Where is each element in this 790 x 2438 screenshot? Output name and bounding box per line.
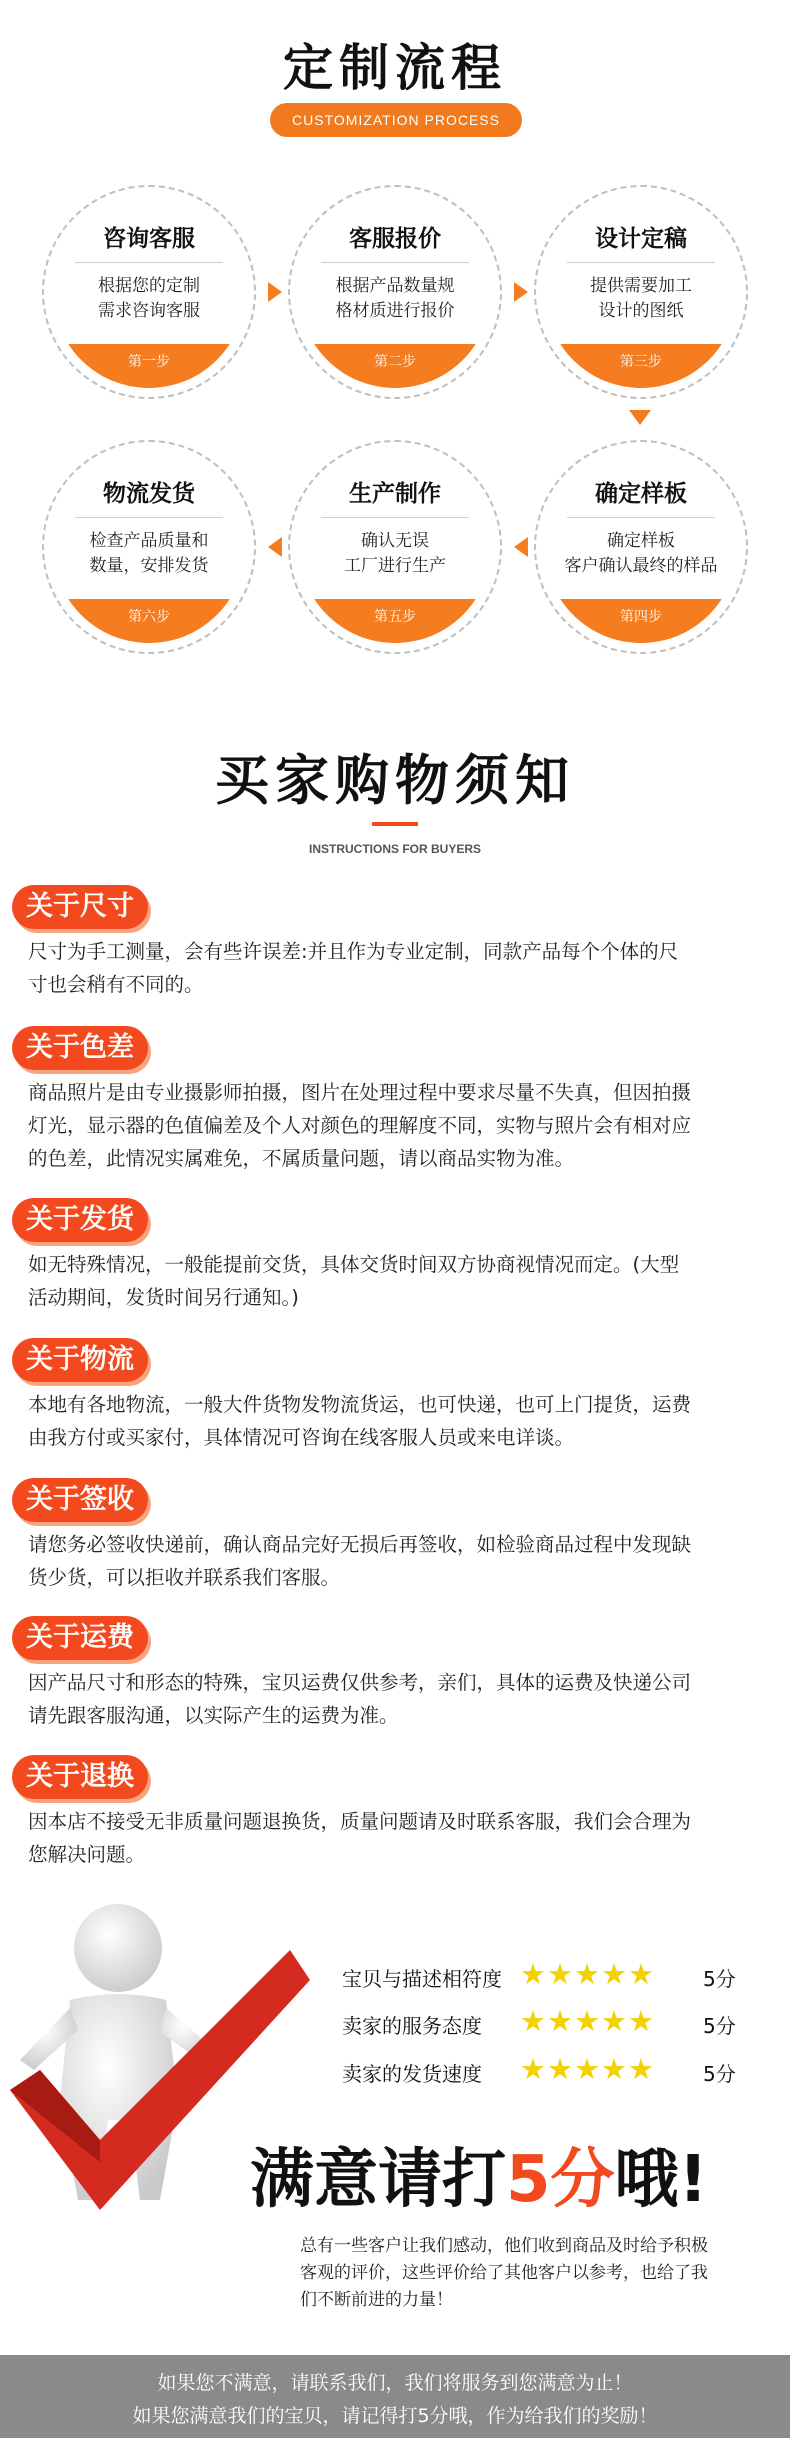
arrow-right-icon — [514, 282, 528, 302]
step-desc: 提供需要加工 设计的图纸 — [590, 276, 692, 321]
arrow-left-icon — [514, 537, 528, 557]
step-card-quote — [288, 185, 502, 399]
divider — [75, 262, 223, 263]
star-rating: ★★★★★ — [520, 2004, 655, 2038]
step-label: 第一步 — [53, 344, 245, 388]
step-title: 设计定稿 — [595, 226, 687, 252]
step-title: 生产制作 — [349, 481, 441, 507]
step-title: 客服报价 — [349, 226, 441, 252]
arrow-right-icon — [268, 282, 282, 302]
step-label: 第五步 — [299, 599, 491, 643]
section-tag-receipt: 关于签收 — [12, 1478, 148, 1522]
divider — [567, 262, 715, 263]
section-text-freight: 因产品尺寸和形态的特殊，宝贝运费仅供参考，亲们，具体的运费及快递公司 请先跟客服沟通，以实际产生的运费为准。 — [28, 1671, 692, 1727]
buyers-subtitle: INSTRUCTIONS FOR BUYERS — [308, 842, 481, 856]
section-text-receipt: 请您务必签收快递前，确认商品完好无损后再签收，如检验商品过程中发现缺 货少货，可以拒收并联系我们客服。 — [28, 1533, 692, 1589]
star-rating: ★★★★★ — [520, 1957, 655, 1991]
section-tag-logistics: 关于物流 — [12, 1338, 148, 1382]
section-tag-color: 关于色差 — [12, 1026, 148, 1070]
section-tag-returns: 关于退换 — [12, 1755, 148, 1799]
footer-banner — [0, 2355, 790, 2438]
section-text-size: 尺寸为手工测量，会有些许误差:并且作为专业定制，同款产品每个个体的尺 寸也会稍有不同的。 — [28, 940, 679, 996]
rating-label-description: 宝贝与描述相符度 — [342, 1967, 502, 1991]
buyers-title: 买家购物须知 — [215, 749, 575, 812]
section-tag-delivery: 关于发货 — [12, 1198, 148, 1242]
step-desc: 确认无误 工厂进行生产 — [344, 531, 446, 576]
step-label: 第六步 — [53, 599, 245, 643]
step-desc: 检查产品质量和 数量，安排发货 — [89, 531, 209, 576]
step-desc: 根据产品数量规 格材质进行报价 — [335, 276, 455, 321]
footer-line: 如果您不满意，请联系我们，我们将服务到您满意为止！ — [157, 2372, 633, 2394]
divider — [567, 517, 715, 518]
section-text-logistics: 本地有各地物流，一般大件货物发物流货运，也可快递，也可上门提货，运费 由我方付或买家付，具体情况可咨询在线客服人员或来电详谈。 — [28, 1393, 692, 1449]
section-tag-size: 关于尺寸 — [12, 885, 148, 929]
divider — [321, 517, 469, 518]
process-subtitle: CUSTOMIZATION PROCESS — [270, 103, 522, 137]
step-desc: 确定样板 客户确认最终的样品 — [564, 531, 718, 576]
step-card-sample — [534, 440, 748, 654]
process-title: 定制流程 — [283, 39, 507, 97]
step-card-consult — [42, 185, 256, 399]
section-tag-freight: 关于运费 — [12, 1616, 148, 1660]
footer-line: 如果您满意我们的宝贝，请记得打5分哦，作为给我们的奖励！ — [132, 2405, 658, 2427]
arrow-left-icon — [268, 537, 282, 557]
step-card-production — [288, 440, 502, 654]
step-label: 第三步 — [545, 344, 737, 388]
divider — [321, 262, 469, 263]
section-text-color: 商品照片是由专业摄影师拍摄，图片在处理过程中要求尽量不失真，但因拍摄 灯光，显示器的色值偏差及个人对颜色的理解度不同，实物与照片会有相对应 的色差，此情况实属难免，不属质量问题，请以商品实物为准。 — [28, 1081, 692, 1170]
rating-score: 5分 — [703, 1967, 736, 1991]
headline: 满意请打5分哦! — [250, 2143, 708, 2217]
section-text-delivery: 如无特殊情况，一般能提前交货，具体交货时间双方协商视情况而定。(大型 活动期间，发货时间另行通知。) — [28, 1253, 680, 1309]
rating-label-speed: 卖家的发货速度 — [342, 2062, 482, 2086]
title-underline — [372, 822, 418, 826]
step-label: 第二步 — [299, 344, 491, 388]
step-title: 咨询客服 — [103, 226, 195, 252]
thanks-paragraph: 总有一些客户让我们感动，他们收到商品及时给予积极 客观的评价，这些评价给了其他客户以参考，也给了我 们不断前进的力量！ — [300, 2236, 708, 2310]
star-rating: ★★★★★ — [520, 2052, 655, 2086]
section-text-returns: 因本店不接受无非质量问题退换货，质量问题请及时联系客服，我们会合理为 您解决问题。 — [28, 1810, 692, 1866]
step-card-shipping — [42, 440, 256, 654]
step-card-design — [534, 185, 748, 399]
step-desc: 根据您的定制 需求咨询客服 — [98, 276, 200, 321]
rating-score: 5分 — [703, 2062, 736, 2086]
step-title: 物流发货 — [103, 481, 195, 507]
rating-label-service: 卖家的服务态度 — [342, 2014, 482, 2038]
step-title: 确定样板 — [595, 481, 687, 507]
figure-with-checkmark-icon — [0, 1900, 330, 2280]
rating-score: 5分 — [703, 2014, 736, 2038]
step-label: 第四步 — [545, 599, 737, 643]
divider — [75, 517, 223, 518]
arrow-down-icon — [629, 410, 651, 425]
